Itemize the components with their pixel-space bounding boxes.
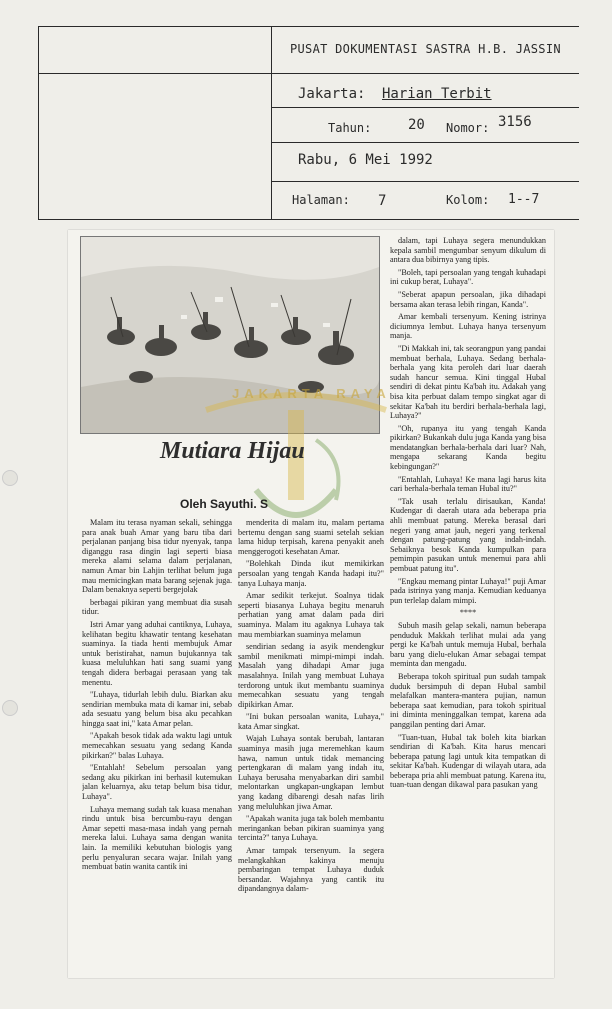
article-paragraph: "Engkau memang pintar Luhaya!" puji Amar pada istrinya yang manja. Kemudian keduanya pun terlelap dalam mimpi. [390, 576, 546, 605]
article-paragraph: "Apakah besok tidak ada waktu lagi untuk memecahkan sesuatu yang sedang Kanda pikirkan?" balas Luhaya. [82, 731, 232, 760]
article-paragraph: "Oh, rupanya itu yang tengah Kanda pikirkan? Bukankah dulu juga Kanda yang bisa mendatangkan berhala-berhala dari luar? Nah, mengapa sekarang Kanda begitu kebingungan?" [390, 423, 546, 472]
article-column-1 [82, 518, 232, 970]
article-paragraph: Beberapa tokoh spiritual pun sudah tampak duduk bersimpuh di depan Hubal sambil melafalkan mantera-mantera pujian, namun beberapa saat kemudian, para tokoh spiritual ini diminta meninggalkan tempat, karena ada panggilan penting dari Amar. [390, 671, 546, 729]
article-paragraph: **** [459, 608, 477, 618]
year-value: 20 [408, 117, 425, 133]
city-label: Jakarta: [298, 86, 366, 102]
date-value: Rabu, 6 Mei 1992 [298, 152, 433, 168]
article-paragraph: berbagai pikiran yang membuat dia susah tidur. [82, 597, 232, 617]
page-value: 7 [378, 193, 387, 209]
article-paragraph: sendirian sedang ia asyik mendengkur sambil menikmati mimpi-mimpi indah. Masalah yang dihadapi Amar juga masalahnya. Inilah yang membuat Luhaya terdorong untuk ikut membantu suaminya memecahkan sesuatu yang tengah dipikirkan Amar. [238, 642, 384, 709]
number-value: 3156 [498, 114, 532, 130]
article-paragraph: "Apakah wanita juga tak boleh membantu meringankan beban pikiran suaminya yang tercinta?" tanya Luhaya. [238, 814, 384, 843]
form-rule [271, 107, 579, 108]
article-paragraph: Istri Amar yang aduhai cantiknya, Luhaya, kelihatan begitu khawatir tentang kesehatan suaminya. Ia tiada henti membujuk Amar untuk beristirahat, namun bujukannya tak kuasa meluluhkan hati sang suami yang tengah didera berbagai perasaan yang tak menentu. [82, 619, 232, 687]
article-paragraph: dalam, tapi Luhaya segera menundukkan kepala sambil mengumbar senyum dikulum di antara dua bibirnya yang tipis. [390, 236, 546, 265]
number-label: Nomor: [446, 121, 490, 135]
article-paragraph: "Luhaya, tidurlah lebih dulu. Biarkan aku sendirian membuka mata di kamar ini, sebab ada sesuatu yang belum bisa aku pecahkan hingga saat ini," kata Amar pelan. [82, 690, 232, 728]
column-value: 1--7 [508, 192, 540, 207]
article-paragraph: menderita di malam itu, malam pertama bertemu dengan sang suami setelah sekian lama hidup terpisah, karena penyakit aneh menggerogoti kesehatan Amar. [238, 518, 384, 556]
article-paragraph: "Boleh, tapi persoalan yang tengah kuhadapi ini cukup berat, Luhaya". [390, 267, 546, 287]
column-label: Kolom: [446, 193, 490, 207]
year-label: Tahun: [328, 121, 372, 135]
article-column-2 [238, 518, 384, 970]
article-paragraph: "Seberat apapun persoalan, jika dihadapi bersama akan terasa lebih ringan, Kanda". [390, 289, 546, 309]
article-title: Mutiara Hijau [160, 438, 305, 464]
institution-name: PUSAT DOKUMENTASI SASTRA H.B. JASSIN [290, 42, 561, 56]
article-paragraph: Amar tampak tersenyum. Ia segera melangkahkan kakinya menuju pembaringan tempat Luhaya duduk bersandar. Wajahnya yang cantik itu dipandangnya dalam- [238, 846, 384, 894]
article-byline: Oleh Sayuthi. S [180, 497, 269, 511]
article-paragraph: Subuh masih gelap sekali, namun beberapa penduduk Makkah terlihat mulai ada yang pergi ke Ka'bah untuk memuja Hubal, berhala baru yang dielu-elukan Amar sebagai tempat meminta dan mengadu. [390, 620, 546, 669]
form-rule [271, 142, 579, 143]
article-paragraph: Malam itu terasa nyaman sekali, sehingga para anak buah Amar yang baru tiba dari perjalanan panjang bisa tidur nyenyak, tanpa diganggu rasa dingin lagi seperti biasa mereka alami selama dalam perjalanan, namun Amar bin Lahjin terlihat belum juga mau memicingkan mata barang sejenak juga. Dalam benaknya seperti bergejolak [82, 518, 232, 595]
form-rule [271, 181, 579, 182]
article-paragraph: Wajah Luhaya sontak berubah, lantaran suaminya masih juga meremehkan kaum hawa, namun untuk tidak memancing pertengkaran di malam yang indah itu, Luhaya berusaha menyabarkan diri sambil melontarkan ungkapan-ungkapan lembut yang kadang dibarengi desah nafas lirih yang meluluhkan jiwa Amar. [238, 734, 384, 811]
punch-hole [2, 470, 18, 486]
page-label: Halaman: [292, 193, 350, 207]
article-paragraph: "Entahlah! Sebelum persoalan yang sedang aku pikirkan ini berhasil kutemukan jalan keluarnya, aku tetap belum bisa tidur, Luhaya". [82, 763, 232, 802]
article-paragraph: "Bolehkah Dinda ikut memikirkan persoalan yang tengah Kanda hadapi itu?" tanya Luhaya manja. [238, 559, 384, 588]
article-paragraph: Amar kembali tersenyum. Kening istrinya diciumnya lembut. Luhaya hanya tersenyum manja. [390, 312, 546, 341]
stamp-text: JAKARTA RAYA [232, 386, 391, 401]
form-divider [271, 27, 272, 219]
article-paragraph: "Ini bukan persoalan wanita, Luhaya," kata Amar singkat. [238, 712, 384, 731]
article-paragraph: Luhaya memang sudah tak kuasa menahan rindu untuk bisa bercumbu-rayu dengan Amar sepetti masa-masa indah yang pernah mereka lalui. Luhaya sama dengan wanita lain. Ia memiliki kebutuhan biologis yang perlu penyaluran secara wajar. Inilah yang membuat batin wanita cantik ini [82, 804, 232, 872]
newspaper-name: Harian Terbit [382, 86, 492, 102]
article-paragraph: "Entahlah, Luhaya! Ke mana lagi harus kita cari berhala-berhala teman Hubal itu?" [390, 474, 546, 494]
punch-hole [2, 700, 18, 716]
article-paragraph: "Tuan-tuan, Hubal tak boleh kita biarkan sendirian di Ka'bah. Kita harus mencari beberapa patung lagi untuk kita tempatkan di sekitar Ka'bah. Kudengar di wilayah utara, ada beberapa pria ahli membuat patung. Karena itu, tuan-tuan dengan dikawal para pasukan yang [390, 732, 546, 790]
article-paragraph: "Di Makkah ini, tak seorangpun yang pandai membuat berhala, Luhaya. Sedang berhala-berhala yang kita peroleh dari luar daerah sudah hancur semua. Kini tinggal Hubal sendiri di dekat pintu Ka'bah itu. Adakah yang bisa kita perbuat dalam tempo singkat agar di sekitar Ka'bah itu berdiri berhala-berhala lagi, Luhaya?" [390, 343, 546, 421]
article-paragraph: Amar sedikit terkejut. Soalnya tidak seperti biasanya Luhaya begitu menaruh perhatian yang amat dalam pada diri suaminya. Malam itu agaknya Luhaya tak mau membiarkan suaminya melamun [238, 591, 384, 639]
article-column-3 [390, 236, 546, 972]
article-paragraph: "Tak usah terlalu dirisaukan, Kanda! Kudengar di daerah utara ada beberapa pria ahli membuat patung. Mereka berasal dari negeri yang amat jauh, negeri yang terkenal dengan patung-patung yang indah-indah. Sebaiknya besok Kanda kumpulkan para pemimpin pasukan untuk menemui para ahli pembuat patung itu". [390, 496, 546, 573]
form-rule [39, 73, 579, 74]
